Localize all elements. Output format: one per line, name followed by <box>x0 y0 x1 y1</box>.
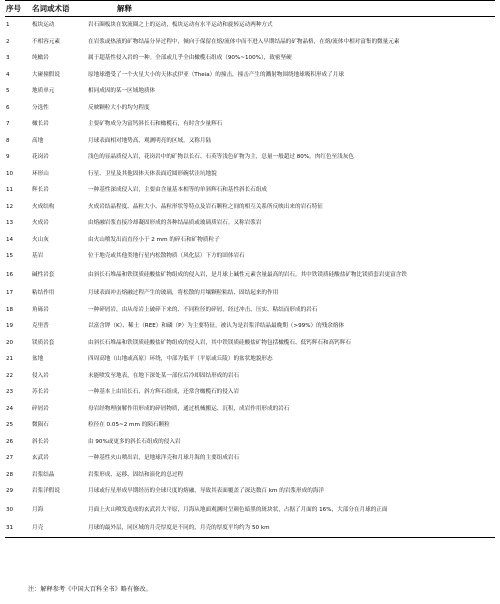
row-number: 3 <box>6 55 10 62</box>
table-row <box>5 67 495 84</box>
row-term: 地质单元 <box>32 88 55 95</box>
row-term: 分选性 <box>32 104 49 111</box>
row-definition: 未能喷发至地表，在地下深处某一部位后冷却固结形成的岩石 <box>88 372 240 379</box>
row-number: 17 <box>6 290 14 297</box>
row-number: 21 <box>6 356 14 363</box>
row-number: 14 <box>6 236 14 243</box>
row-term: 月海 <box>32 506 44 513</box>
row-definition: 由斜长石堆晶和铁镁质硅酸盐矿物组成的侵入岩，其中铁镁质硅酸盐矿物包括橄榄石、低钙辉石和高钙辉石 <box>88 339 351 346</box>
row-number: 13 <box>6 220 14 227</box>
row-definition: 一种基本上由培长石、斜方辉石组成，还常含橄榄石的侵入岩 <box>88 389 240 396</box>
row-number: 1 <box>6 22 10 29</box>
row-number: 10 <box>6 170 14 177</box>
table-row <box>5 116 495 133</box>
row-number: 2 <box>6 38 10 45</box>
row-term: 火山灰 <box>32 236 49 243</box>
row-number: 22 <box>6 372 14 379</box>
row-definition: 由火山喷发出而直径小于 2 mm 的碎石和矿物质粒子 <box>88 236 220 243</box>
row-term: 辉长岩 <box>32 187 49 194</box>
header-def: 解释 <box>87 1 495 17</box>
row-definition: 月球表面冲击熔融过程产生的玻璃，将松散的月壤颗粒粘结、固结起来的作用 <box>88 290 279 297</box>
table-row <box>5 318 495 335</box>
row-definition: 位于地壳或其他类地行星内松散物质（风化层）下方的固体岩石 <box>88 253 245 260</box>
row-definition: 由斜长石堆晶和铁镁质硅酸盐矿物组成的侵入岩，是月球上碱性元素含量最高的岩石。其中铁镁质硅酸盐矿物比镁质套岩更富含铁 <box>88 271 407 278</box>
table-row <box>5 83 495 100</box>
row-definition: 属于超基性侵入岩的一种。全部或几乎全由橄榄石组成（90%~100%），致密坚硬 <box>88 55 292 62</box>
row-term: 侵入岩 <box>32 372 49 379</box>
row-term: 克里普 <box>32 323 49 330</box>
row-term: 微陨石 <box>32 422 49 429</box>
table-row <box>5 17 495 34</box>
glossary-table <box>5 0 495 538</box>
table-row <box>5 368 495 385</box>
row-definition: 母岩经物理崩解作用形成的碎屑物质，通过机械搬运、沉积，成岩作用形成的岩石 <box>88 405 290 412</box>
row-definition: 浅色的显晶质侵入岩，花岗岩中的矿物以长石、石英等浅色矿物为主，总量一般超过 80%。肉红色至浅灰色 <box>88 154 354 161</box>
row-number: 31 <box>5 520 31 537</box>
row-definition: 反映颗粒大小的均匀程度 <box>88 104 150 111</box>
row-term: 碱性岩套 <box>32 271 55 278</box>
row-definition: 在岩浆或热液的矿物结晶分异过程中，倾向于保留在熔/流体中而不进入早期结晶的矿物晶格，在熔/流体中相对富集的微量元素 <box>88 38 400 45</box>
row-term: 大碰撞假说 <box>32 71 60 78</box>
table-row <box>5 149 495 166</box>
row-definition: 一种碎屑岩，由从母岩上破碎下来的、不同粒径的碎屑，经过冲击、压实、粘结而形成的岩石 <box>88 306 318 313</box>
row-term: 镁质岩套 <box>32 339 55 346</box>
row-definition: 月球或行星形成早期经历的全球尺度的熔融，导致其表面覆盖了深达数百 km 的岩浆形成的海洋 <box>88 488 324 495</box>
row-number: 4 <box>6 71 10 78</box>
row-number: 26 <box>6 438 14 445</box>
row-definition: 月面上火山喷发造成的玄武岩大平原，月海从地面观测时呈颜色暗黑的斑块状，占据了月面的 16%，大部分在月球的正面 <box>88 506 388 513</box>
row-definition: 岩浆形成、运移、固结和演化的总过程 <box>88 471 184 478</box>
row-definition: 以富含钾（K）、稀土（REE）和磷（P）为主要特征，被认为是岩浆洋结晶最晚期（>99%）的残余熔体 <box>88 323 345 330</box>
table-row <box>5 401 495 418</box>
row-definition: 月球的最外层，同区域的月壳厚度是不同的，月壳的厚度平均约为 50 km <box>87 520 495 537</box>
table-footnote: 注：解释参考《中国大百科全书》略有修改。 <box>28 586 152 593</box>
table-row <box>5 520 495 537</box>
row-number: 24 <box>6 405 14 412</box>
table-row <box>5 483 495 500</box>
table-row <box>5 100 495 117</box>
table-row <box>5 50 495 67</box>
table-row <box>5 248 495 265</box>
table-body <box>5 17 495 538</box>
row-number: 12 <box>6 203 14 210</box>
row-term: 火成岩 <box>32 220 49 227</box>
table-row <box>5 285 495 302</box>
table-row <box>5 265 495 286</box>
table-row <box>5 182 495 199</box>
table-header-row <box>5 1 495 17</box>
row-term: 粘结作用 <box>32 290 55 297</box>
row-term: 碎屑岩 <box>32 405 49 412</box>
row-term: 板块运动 <box>32 22 55 29</box>
row-number: 27 <box>6 455 14 462</box>
table-row <box>5 302 495 319</box>
row-definition: 粒径在 0.05~2 mm 的陨石颗粒 <box>88 422 170 429</box>
row-term: 纯橄岩 <box>32 55 49 62</box>
row-definition: 行星、卫星及其他固体天体表面近圆形碗状洼坑地貌 <box>88 170 217 177</box>
row-term: 高地 <box>32 137 44 144</box>
row-term: 盆地 <box>32 356 44 363</box>
row-definition: 四周高地（山地或高原）环绕，中部为低平（平原或丘陵）的盆状地貌形态 <box>88 356 273 363</box>
table-row <box>5 34 495 51</box>
table-row <box>5 133 495 150</box>
row-number: 5 <box>6 88 10 95</box>
row-number: 8 <box>6 137 10 144</box>
table-row <box>5 166 495 183</box>
row-number: 30 <box>6 506 14 513</box>
row-term: 角砾岩 <box>32 306 49 313</box>
row-number: 29 <box>6 488 14 495</box>
row-number: 25 <box>6 422 14 429</box>
row-term: 苏长岩 <box>32 389 49 396</box>
row-definition: 原地球遭受了一个火星大小的天体忒伊亚（Theia）的撞击，撞击产生的溅射物围绕地球吸积形成了月球 <box>88 71 344 78</box>
row-number: 19 <box>6 323 14 330</box>
row-number: 18 <box>6 306 14 313</box>
table-row <box>5 384 495 401</box>
row-definition: 岩石圈板块在软流圈之上的运动，板块运动有水平运动和旋转运动两种方式 <box>88 22 273 29</box>
row-term: 岩浆结晶 <box>32 471 55 478</box>
header-term: 名词或术语 <box>31 1 87 17</box>
table-row <box>5 467 495 484</box>
row-definition: 相同成因的某一区域地质体 <box>88 88 156 95</box>
row-term: 不相容元素 <box>32 38 60 45</box>
table-row <box>5 199 495 216</box>
row-definition: 月球表面相对地势高、观测明亮的区域。又称月陆 <box>88 137 212 144</box>
row-number: 11 <box>6 187 14 194</box>
row-number: 6 <box>6 104 10 111</box>
table-row <box>5 434 495 451</box>
table-row <box>5 335 495 352</box>
row-number: 16 <box>6 271 14 278</box>
row-definition: 由熔融岩浆直接冷却凝固形成的各种结晶质或玻璃质岩石。又称岩浆岩 <box>88 220 262 227</box>
table-row <box>5 232 495 249</box>
row-definition: 一种基性火山喷出岩，是地球洋壳和月球月海的主要组成岩石 <box>88 455 240 462</box>
row-term: 月壳 <box>31 520 87 537</box>
row-term: 基岩 <box>32 253 44 260</box>
table-row <box>5 351 495 368</box>
row-term: 岩浆洋假说 <box>32 488 60 495</box>
row-term: 火成结构 <box>32 203 55 210</box>
row-term: 斜长岩 <box>32 438 49 445</box>
row-definition: 一种基性深成侵入岩，主要由含量基本相等的单斜辉石和基性斜长石组成 <box>88 187 268 194</box>
row-definition: 主要矿物成分为富钙斜长石和橄榄石，有时含少量辉石 <box>88 121 223 128</box>
row-term: 橄长岩 <box>32 121 49 128</box>
row-definition: 由 90%或更多的斜长石组成的侵入岩 <box>88 438 181 445</box>
row-number: 9 <box>6 154 10 161</box>
table-row <box>5 450 495 467</box>
row-number: 23 <box>6 389 14 396</box>
table-row <box>5 215 495 232</box>
row-number: 7 <box>6 121 10 128</box>
row-term: 环形山 <box>32 170 49 177</box>
row-number: 20 <box>6 339 14 346</box>
row-definition: 火成岩结晶程度、晶粒大小、晶粒形状等特点及岩石颗粒之间的相互关系所反映出来的岩石特征 <box>88 203 323 210</box>
table-row <box>5 417 495 434</box>
row-term: 玄武岩 <box>32 455 49 462</box>
header-num: 序号 <box>5 1 31 17</box>
table-row <box>5 500 495 521</box>
row-number: 15 <box>6 253 14 260</box>
row-term: 花岗岩 <box>32 154 49 161</box>
row-number: 28 <box>6 471 14 478</box>
